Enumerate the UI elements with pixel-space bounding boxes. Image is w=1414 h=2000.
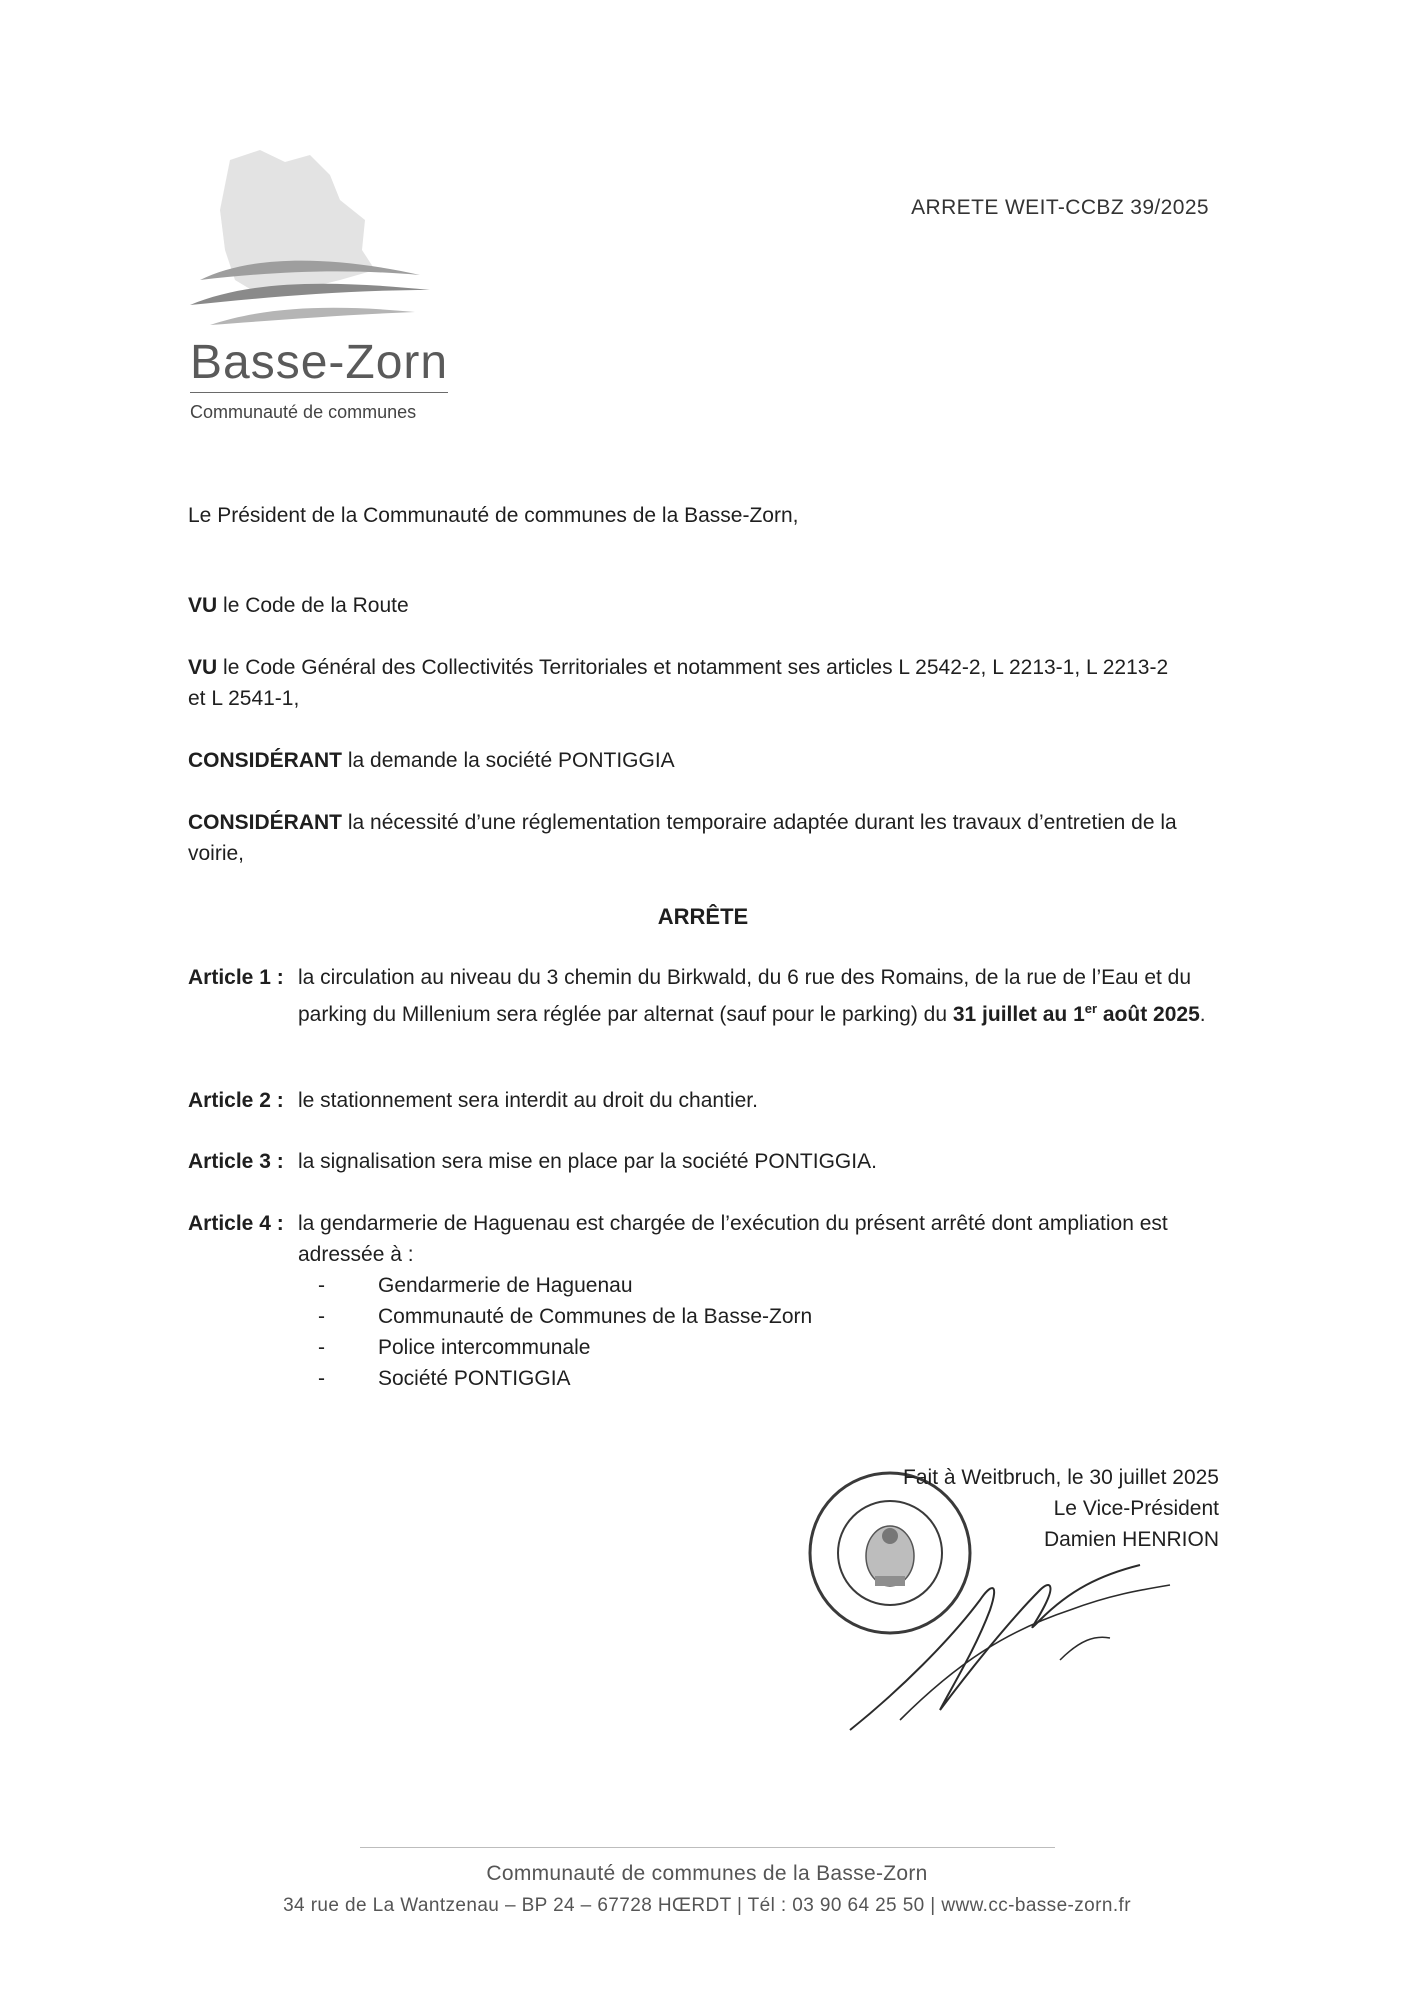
signature-role: Le Vice-Président — [1053, 1497, 1219, 1520]
footer-divider — [360, 1847, 1055, 1848]
considerant-label: CONSIDÉRANT — [188, 749, 343, 772]
basse-zorn-logo — [190, 140, 450, 440]
considerant-paragraph-2 — [188, 807, 1218, 869]
logo-subtitle: Communauté de communes — [190, 402, 417, 422]
distribution-item: - Gendarmerie de Haguenau — [318, 1274, 633, 1297]
distribution-list — [298, 1270, 1218, 1394]
signature-name: Damien HENRION — [1043, 1528, 1219, 1551]
article-1 — [188, 962, 1218, 1030]
vu-text: le Code Général des Collectivités Territoriales et notamment ses articles L 2542-2, L 2213-1, L 2213-2 et L 2541-1, — [188, 656, 1169, 710]
vu-label: VU — [188, 656, 218, 679]
article-label: Article 3 : — [188, 1150, 284, 1173]
distribution-item-text: Communauté de Communes de la Basse-Zorn — [378, 1305, 813, 1328]
article-1-text-before: la circulation au niveau du 3 chemin du Birkwald, du 6 rue des Romains, de la rue de l’Eau et du parking du Millenium sera réglée par alternat (sauf pour le parking) du — [298, 966, 1192, 1026]
article-text: la signalisation sera mise en place par la société PONTIGGIA. — [298, 1150, 877, 1173]
logo-title: Basse-Zorn — [190, 336, 449, 389]
distribution-item-text: Gendarmerie de Haguenau — [378, 1274, 633, 1297]
vu-paragraph-2 — [188, 652, 1188, 714]
intro-paragraph: Le Président de la Communauté de communes de la Basse-Zorn, — [188, 504, 799, 527]
document-reference: ARRETE WEIT-CCBZ 39/2025 — [911, 196, 1209, 219]
distribution-item: - Police intercommunale — [318, 1336, 591, 1359]
considerant-label: CONSIDÉRANT — [188, 811, 343, 834]
distribution-item: - Communauté de Communes de la Basse-Zorn — [318, 1305, 813, 1328]
distribution-item-text: Société PONTIGGIA — [378, 1367, 571, 1390]
article-1-date-start: 31 juillet au 1 — [952, 1003, 1085, 1026]
article-label: Article 4 : — [188, 1212, 284, 1235]
handwritten-signature — [840, 1540, 1180, 1745]
article-2 — [188, 1085, 1218, 1116]
article-label: Article 2 : — [188, 1089, 284, 1112]
distribution-item: - Société PONTIGGIA — [318, 1367, 571, 1390]
article-1-superscript: er — [1084, 1001, 1098, 1016]
vu-paragraph-1 — [188, 590, 1218, 621]
vu-label: VU — [188, 594, 218, 617]
article-text: la gendarmerie de Haguenau est chargée de l’exécution du présent arrêté dont ampliation est adressée à : — [298, 1212, 1168, 1266]
article-4 — [188, 1208, 1218, 1394]
considerant-text: la demande la société PONTIGGIA — [347, 749, 675, 772]
considerant-paragraph-1 — [188, 745, 1218, 776]
vu-text: le Code de la Route — [223, 594, 409, 617]
footer-organization: Communauté de communes de la Basse-Zorn — [486, 1862, 928, 1885]
logo-divider — [190, 392, 448, 393]
signature-place-date: Fait à Weitbruch, le 30 juillet 2025 — [903, 1466, 1219, 1489]
article-text — [298, 962, 1218, 1030]
article-1-date-end: août 2025 — [1097, 1003, 1200, 1026]
map-waves-logo-graphic — [190, 140, 450, 340]
article-3 — [188, 1146, 1218, 1177]
footer-contact: 34 rue de La Wantzenau – BP 24 – 67728 HŒRDT | Tél : 03 90 64 25 50 | www.cc-basse-zorn.fr — [283, 1895, 1131, 1916]
article-text: le stationnement sera interdit au droit du chantier. — [298, 1089, 758, 1112]
article-1-period: . — [1199, 1003, 1206, 1026]
arrete-heading: ARRÊTE — [657, 904, 749, 929]
considerant-text: la nécessité d’une réglementation temporaire adaptée durant les travaux d’entretien de la voirie, — [188, 811, 1177, 865]
article-label: Article 1 : — [188, 966, 284, 989]
distribution-item-text: Police intercommunale — [378, 1336, 591, 1359]
